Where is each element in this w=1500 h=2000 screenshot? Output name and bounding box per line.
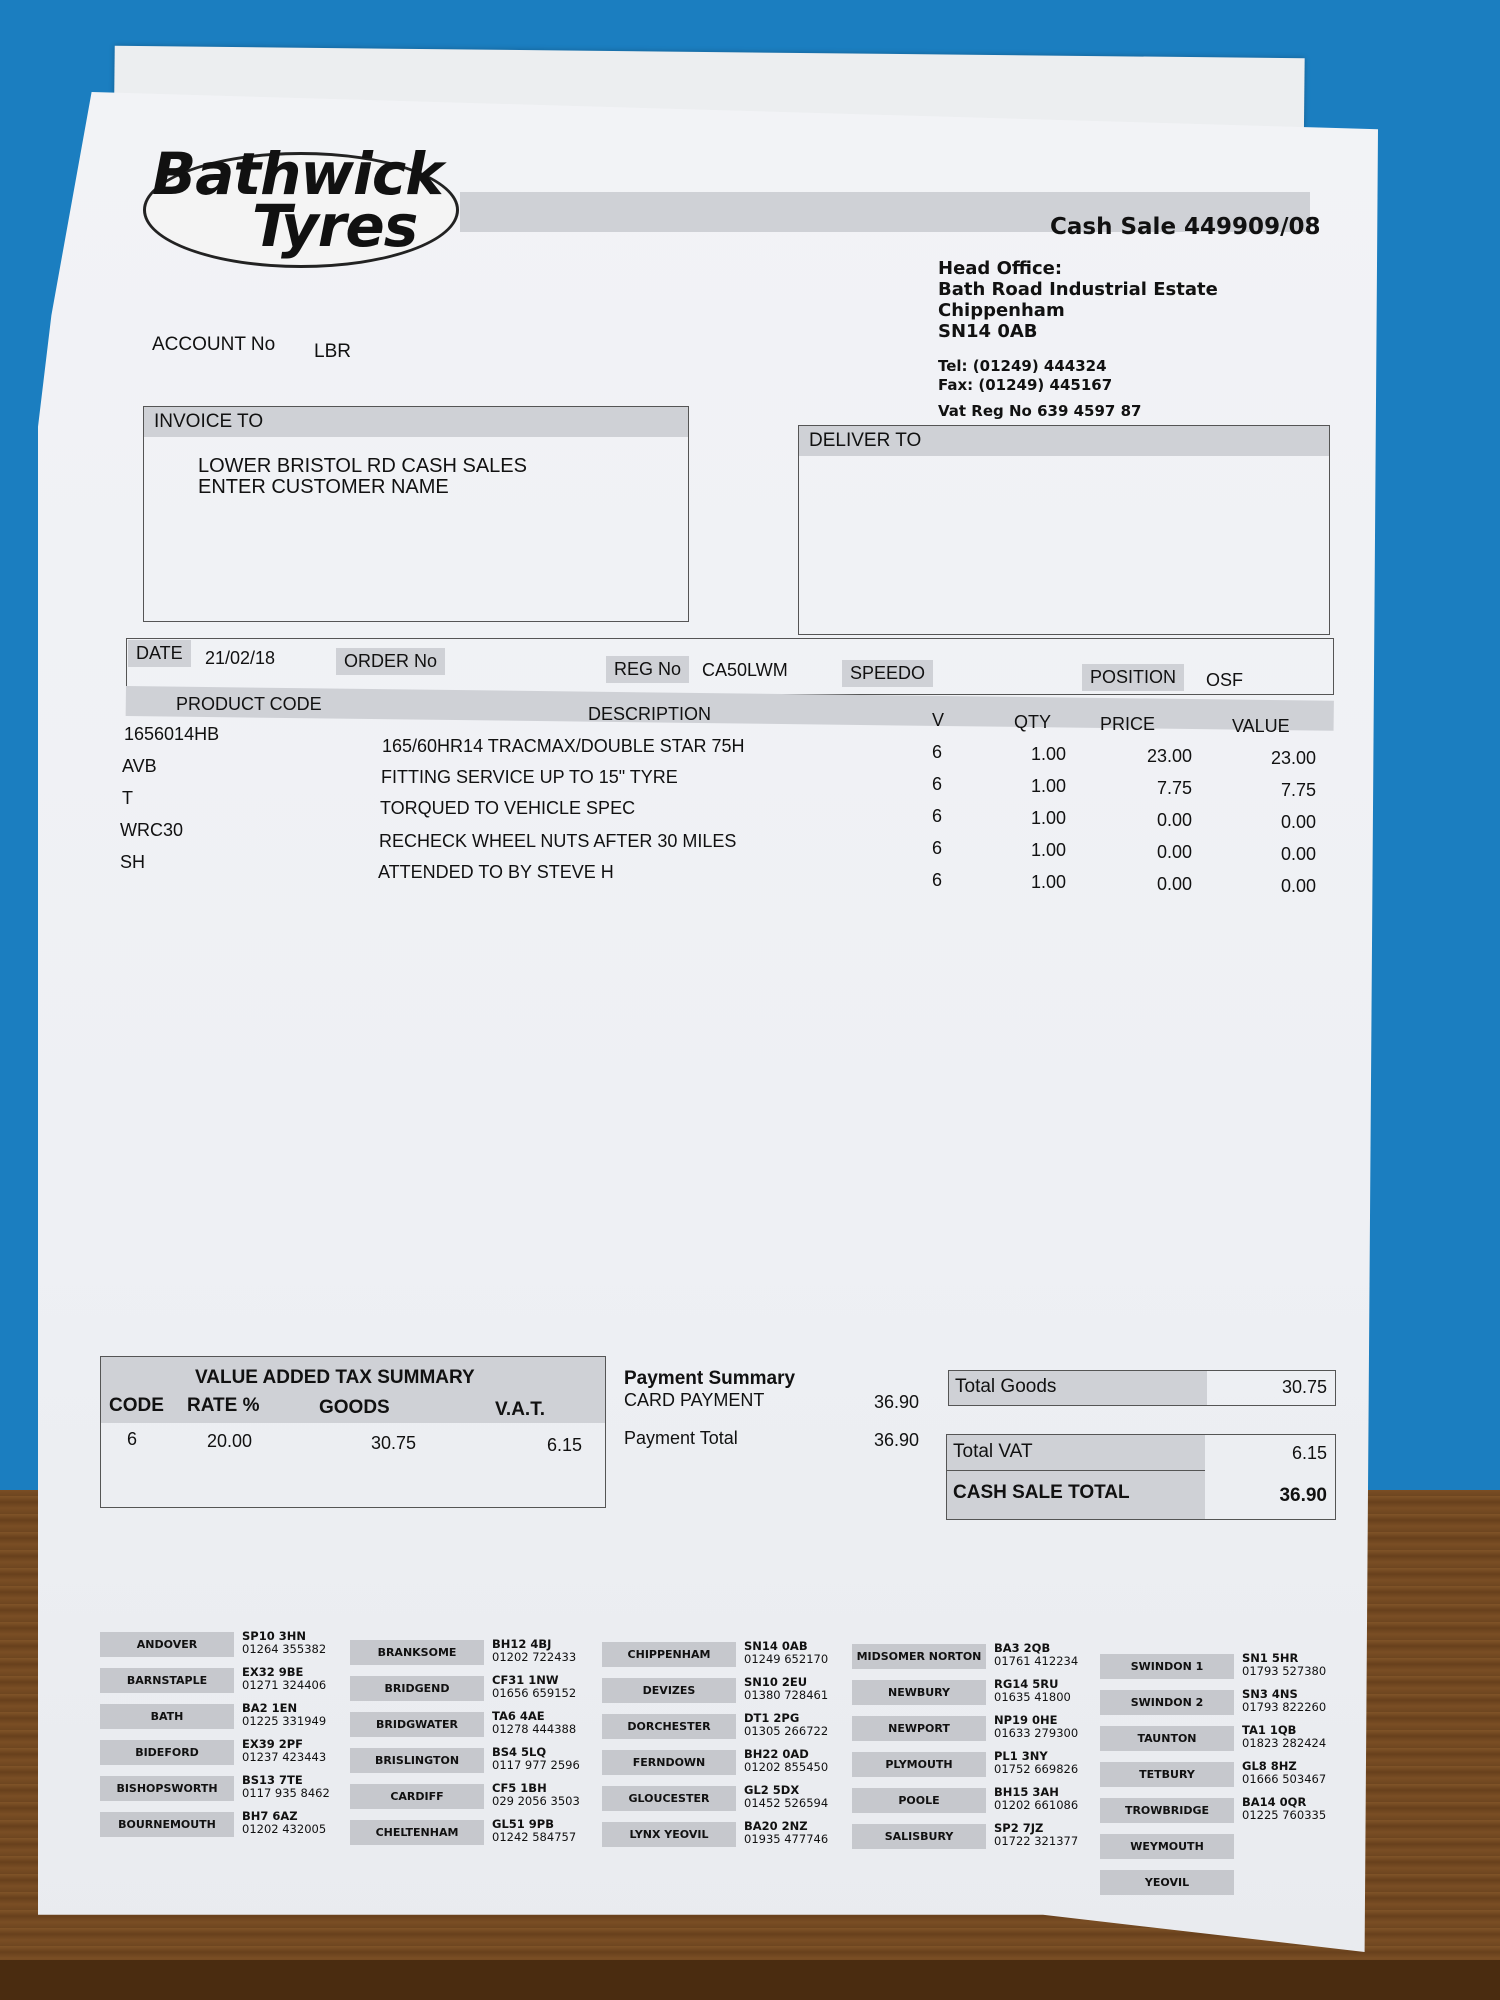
head-office-tel: Tel: (01249) 444324 (938, 357, 1107, 375)
branch-entry (1100, 1832, 1460, 1864)
branch-postcode: BA14 0QR (1242, 1795, 1307, 1809)
branch-phone: 01633 279300 (994, 1726, 1079, 1740)
branch-postcode: NP19 0HE (994, 1713, 1058, 1727)
branch-name: FERNDOWN (602, 1750, 736, 1775)
item-value: 7.75 (1280, 780, 1316, 800)
branch-phone: 01935 477746 (744, 1832, 829, 1846)
head-office-line2: Chippenham (938, 300, 1065, 321)
branch-postcode: TA6 4AE (492, 1709, 545, 1723)
branch-name: BIDEFORD (100, 1740, 234, 1765)
branch-name: DEVIZES (602, 1678, 736, 1703)
vat-summary-title: VALUE ADDED TAX SUMMARY (195, 1367, 475, 1388)
cash-sale-total-label: CASH SALE TOTAL (947, 1471, 1205, 1519)
branch-entry (1100, 1652, 1460, 1684)
date-label: DATE (128, 640, 191, 667)
item-description: TORQUED TO VEHICLE SPEC (380, 798, 636, 818)
item-description: ATTENDED TO BY STEVE H (378, 862, 614, 882)
invoice-to-box (143, 406, 689, 622)
item-qty: 1.00 (1030, 872, 1066, 892)
branch-phone: 01237 423443 (242, 1750, 327, 1764)
item-code: AVB (122, 756, 157, 776)
branch-postcode: BH15 3AH (994, 1785, 1059, 1799)
branch-postcode: PL1 3NY (994, 1749, 1048, 1763)
branch-phone: 01242 584757 (492, 1830, 577, 1844)
branch-phone: 0117 935 8462 (242, 1786, 330, 1800)
branch-name: TETBURY (1100, 1762, 1234, 1787)
branch-phone: 01793 527380 (1242, 1664, 1327, 1678)
position-value: OSF (1206, 670, 1244, 690)
branch-name: BRIDGWATER (350, 1712, 484, 1737)
branch-postcode: SN10 2EU (744, 1675, 808, 1689)
col-product-code: PRODUCT CODE (176, 694, 322, 714)
payment-total-amount: 36.90 (874, 1430, 920, 1450)
item-v: 6 (932, 806, 943, 826)
head-office-line3: SN14 0AB (938, 321, 1038, 342)
branch-postcode: BS4 5LQ (492, 1745, 547, 1759)
order-label: ORDER No (336, 648, 445, 675)
branch-phone: 01278 444388 (492, 1722, 577, 1736)
item-code: WRC30 (120, 820, 184, 840)
total-vat-value: 6.15 (1291, 1443, 1327, 1463)
branch-name: SWINDON 1 (1100, 1654, 1234, 1679)
total-goods-box (948, 1370, 1336, 1406)
head-office-line1: Bath Road Industrial Estate (938, 279, 1218, 300)
invoice-to-line2: ENTER CUSTOMER NAME (198, 476, 449, 498)
item-price: 0.00 (1156, 810, 1192, 830)
item-price: 23.00 (1146, 746, 1192, 766)
branch-phone: 01225 331949 (242, 1714, 327, 1728)
branch-entry (1100, 1688, 1460, 1720)
branch-postcode: CF31 1NW (492, 1673, 559, 1687)
branch-name: TAUNTON (1100, 1726, 1234, 1751)
invoice-to-address (198, 456, 527, 498)
payment-total-label: Payment Total (624, 1428, 738, 1448)
branch-phone: 01202 661086 (994, 1798, 1079, 1812)
vat-rate-label: RATE % (187, 1395, 260, 1416)
branch-postcode: BH22 0AD (744, 1747, 809, 1761)
branch-phone: 01722 321377 (994, 1834, 1079, 1848)
branch-phone: 01793 822260 (1242, 1700, 1327, 1714)
item-value: 23.00 (1270, 748, 1316, 768)
branch-name: BISHOPSWORTH (100, 1776, 234, 1801)
date-value: 21/02/18 (205, 648, 276, 668)
payment-method: CARD PAYMENT (624, 1390, 765, 1410)
head-office-address (938, 258, 1218, 342)
branch-name: SALISBURY (852, 1824, 986, 1849)
head-office-title: Head Office: (938, 258, 1063, 279)
branch-phone: 01635 41800 (994, 1690, 1071, 1704)
branch-name: POOLE (852, 1788, 986, 1813)
account-value: LBR (314, 341, 351, 362)
payment-summary-title: Payment Summary (624, 1368, 796, 1389)
vat-code-value: 6 (127, 1429, 138, 1449)
branch-phone: 01823 282424 (1242, 1736, 1327, 1750)
branch-postcode: BA20 2NZ (744, 1819, 808, 1833)
item-v: 6 (932, 838, 943, 858)
position-label: POSITION (1082, 664, 1184, 691)
branch-name: BRANKSOME (350, 1640, 484, 1665)
cash-sale-number: Cash Sale 449909/08 (1050, 214, 1321, 240)
branch-name: BARNSTAPLE (100, 1668, 234, 1693)
branch-entry (1100, 1796, 1460, 1828)
branch-phone: 01452 526594 (744, 1796, 829, 1810)
vat-reg-number: Vat Reg No 639 4597 87 (938, 402, 1142, 420)
branch-entry (1100, 1724, 1460, 1756)
branch-name: ANDOVER (100, 1632, 234, 1657)
branch-postcode: BA3 2QB (994, 1641, 1051, 1655)
branch-postcode: BA2 1EN (242, 1701, 298, 1715)
branch-postcode: SN3 4NS (1242, 1687, 1298, 1701)
branch-name: NEWPORT (852, 1716, 986, 1741)
branch-phone: 01752 669826 (994, 1762, 1079, 1776)
item-value: 0.00 (1280, 812, 1316, 832)
item-qty: 1.00 (1030, 776, 1066, 796)
branch-name: TROWBRIDGE (1100, 1798, 1234, 1823)
branch-postcode: BH7 6AZ (242, 1809, 298, 1823)
item-price: 7.75 (1156, 778, 1192, 798)
item-value: 0.00 (1280, 844, 1316, 864)
item-v: 6 (932, 774, 943, 794)
branch-phone: 01249 652170 (744, 1652, 829, 1666)
branch-phone: 01264 355382 (242, 1642, 327, 1656)
item-code: 1656014HB (124, 724, 220, 744)
branch-name: SWINDON 2 (1100, 1690, 1234, 1715)
reg-value: CA50LWM (702, 660, 788, 680)
branch-entry (1100, 1760, 1460, 1792)
vat-vat-label: V.A.T. (495, 1399, 545, 1420)
item-qty: 1.00 (1030, 840, 1066, 860)
vat-rate-value: 20.00 (207, 1431, 253, 1451)
branch-phone: 01225 760335 (1242, 1808, 1327, 1822)
branch-name: PLYMOUTH (852, 1752, 986, 1777)
branch-postcode: SN14 0AB (744, 1639, 808, 1653)
branch-postcode: GL51 9PB (492, 1817, 554, 1831)
col-description: DESCRIPTION (588, 704, 712, 724)
total-vat-box (946, 1434, 1336, 1520)
cash-sale-total-value: 36.90 (1279, 1485, 1327, 1506)
branch-name: GLOUCESTER (602, 1786, 736, 1811)
deliver-to-label: DELIVER TO (799, 426, 1329, 456)
col-qty: QTY (1014, 712, 1052, 732)
branch-name: BOURNEMOUTH (100, 1812, 234, 1837)
branch-postcode: CF5 1BH (492, 1781, 547, 1795)
branch-postcode: GL8 8HZ (1242, 1759, 1297, 1773)
branch-name: BRIDGEND (350, 1676, 484, 1701)
branch-entry (1100, 1868, 1460, 1900)
vat-code-label: CODE (109, 1395, 164, 1416)
branch-name: MIDSOMER NORTON (852, 1644, 986, 1669)
branch-postcode: BH12 4BJ (492, 1637, 552, 1651)
deliver-to-box (798, 425, 1330, 635)
item-description: 165/60HR14 TRACMAX/DOUBLE STAR 75H (382, 736, 745, 756)
branch-postcode: SP2 7JZ (994, 1821, 1044, 1835)
wooden-surface-edge (0, 1960, 1500, 2000)
item-qty: 1.00 (1030, 744, 1066, 764)
item-v: 6 (932, 742, 943, 762)
branch-name: YEOVIL (1100, 1870, 1234, 1895)
branch-postcode: SP10 3HN (242, 1629, 306, 1643)
payment-method-amount: 36.90 (874, 1392, 920, 1412)
company-logo (152, 140, 472, 260)
speedo-label: SPEEDO (842, 660, 933, 687)
branch-phone: 01666 503467 (1242, 1772, 1327, 1786)
branch-phone: 01761 412234 (994, 1654, 1079, 1668)
branch-phone: 01202 432005 (242, 1822, 327, 1836)
branch-postcode: EX32 9BE (242, 1665, 304, 1679)
branch-phone: 01202 722433 (492, 1650, 577, 1664)
total-goods-value: 30.75 (1281, 1377, 1327, 1397)
logo-line1: Bathwick (152, 140, 443, 208)
item-qty: 1.00 (1030, 808, 1066, 828)
logo-line2: Tyres (252, 192, 418, 260)
head-office-fax: Fax: (01249) 445167 (938, 376, 1113, 394)
branch-phone: 01380 728461 (744, 1688, 829, 1702)
reg-label: REG No (606, 656, 689, 683)
branch-postcode: TA1 1QB (1242, 1723, 1297, 1737)
branch-postcode: BS13 7TE (242, 1773, 303, 1787)
branch-postcode: DT1 2PG (744, 1711, 800, 1725)
branch-name: WEYMOUTH (1100, 1834, 1234, 1859)
item-description: FITTING SERVICE UP TO 15" TYRE (381, 767, 678, 787)
branch-name: BRISLINGTON (350, 1748, 484, 1773)
item-description: RECHECK WHEEL NUTS AFTER 30 MILES (379, 831, 737, 851)
branch-name: DORCHESTER (602, 1714, 736, 1739)
branch-postcode: RG14 5RU (994, 1677, 1059, 1691)
branch-phone: 0117 977 2596 (492, 1758, 580, 1772)
branch-postcode: EX39 2PF (242, 1737, 304, 1751)
invoice-to-label: INVOICE TO (144, 407, 688, 437)
branch-phone: 01305 266722 (744, 1724, 829, 1738)
vat-goods-value: 30.75 (371, 1433, 417, 1453)
branch-phone: 029 2056 3503 (492, 1794, 580, 1808)
item-code: T (122, 788, 133, 808)
total-vat-label: Total VAT (947, 1435, 1205, 1471)
branch-name: CARDIFF (350, 1784, 484, 1809)
item-price: 0.00 (1156, 842, 1192, 862)
col-value: VALUE (1232, 716, 1290, 736)
invoice-to-line1: LOWER BRISTOL RD CASH SALES (198, 455, 527, 477)
col-price: PRICE (1100, 714, 1156, 734)
vat-goods-label: GOODS (319, 1397, 390, 1418)
item-price: 0.00 (1156, 874, 1192, 894)
total-goods-label: Total Goods (949, 1371, 1207, 1405)
branch-name: CHELTENHAM (350, 1820, 484, 1845)
branch-phone: 01271 324406 (242, 1678, 327, 1692)
branch-postcode: SN1 5HR (1242, 1651, 1299, 1665)
branch-name: LYNX YEOVIL (602, 1822, 736, 1847)
branch-phone: 01202 855450 (744, 1760, 829, 1774)
account-label: ACCOUNT No (152, 334, 276, 355)
vat-summary-box (100, 1356, 606, 1508)
branch-name: BATH (100, 1704, 234, 1729)
branch-postcode: GL2 5DX (744, 1783, 800, 1797)
branch-phone: 01656 659152 (492, 1686, 577, 1700)
branch-name: CHIPPENHAM (602, 1642, 736, 1667)
col-v: V (932, 710, 945, 730)
head-office-contact (938, 357, 1112, 395)
item-code: SH (120, 852, 146, 872)
vat-vat-value: 6.15 (547, 1435, 583, 1455)
branch-name: NEWBURY (852, 1680, 986, 1705)
item-value: 0.00 (1280, 876, 1316, 896)
item-v: 6 (932, 870, 943, 890)
